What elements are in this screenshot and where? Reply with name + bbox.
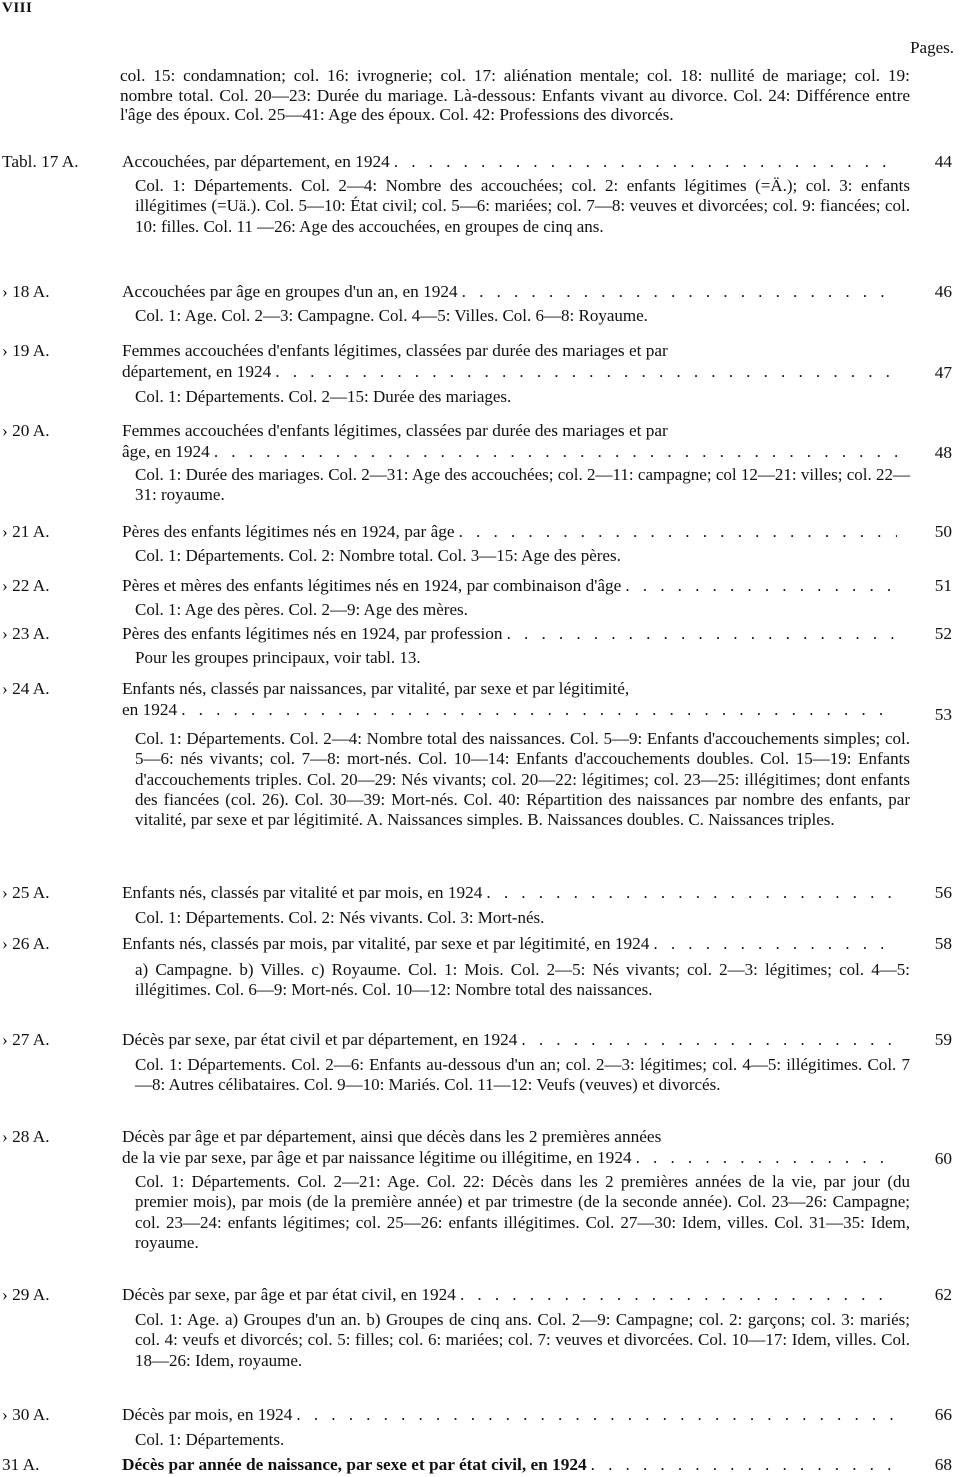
dot-leader bbox=[486, 883, 897, 904]
dot-leader bbox=[394, 152, 897, 173]
entry-label: › 20 A. bbox=[2, 421, 50, 440]
entry-page: 68 bbox=[934, 1455, 952, 1474]
entry-label: › 28 A. bbox=[2, 1127, 50, 1146]
entry-description: Col. 1: Age des pères. Col. 2—9: Age des mères. bbox=[135, 600, 468, 619]
entry-title-lead: Femmes accouchées d'enfants légitimes, classées par durée des mariages et par bbox=[122, 421, 668, 440]
entry-title-text: Accouchées par âge en groupes d'un an, en 1924 bbox=[122, 282, 458, 301]
entry-title-lead: Enfants nés, classés par naissances, par vitalité, par sexe et par légitimité, bbox=[122, 679, 630, 698]
entry-page: 53 bbox=[934, 705, 952, 724]
entry-label: Tabl. 17 A. bbox=[2, 152, 79, 171]
entry-label: › 26 A. bbox=[2, 934, 50, 953]
entry-title-text: Pères et mères des enfants légitimes nés en 1924, par combinaison d'âge bbox=[122, 576, 622, 595]
entry-page: 52 bbox=[934, 624, 952, 643]
entry-title bbox=[122, 1405, 897, 1426]
dot-leader bbox=[275, 362, 897, 383]
dot-leader bbox=[181, 700, 897, 721]
continuation-paragraph: col. 15: condamnation; col. 16: ivrognerie; col. 17: aliénation mentale; col. 18: nullité de mariage; col. 19: nombre total. Col. 20—23: Durée du mariage. Là-dessous: Enfants vivant au divorce. Col. 24: Différence entre l'âge des époux. Col. 25—41: Age des époux. Col. 42: Professions des divorcés. bbox=[120, 66, 910, 125]
entry-title bbox=[122, 1285, 897, 1306]
entry-description: Col. 1: Départements. Col. 2: Nombre total. Col. 3—15: Age des pères. bbox=[135, 546, 621, 565]
entry-description: Col. 1: Départements. bbox=[135, 1430, 285, 1449]
entry-label: › 19 A. bbox=[2, 341, 50, 360]
dot-leader bbox=[460, 1285, 897, 1306]
entry-title-text: âge, en 1924 bbox=[122, 441, 210, 461]
dot-leader bbox=[625, 576, 897, 597]
entry-title bbox=[122, 934, 897, 955]
entry-title-text: en 1924 bbox=[122, 699, 178, 719]
entry-label: › 30 A. bbox=[2, 1405, 50, 1424]
entry-title bbox=[122, 152, 897, 173]
entry-page: 60 bbox=[934, 1149, 952, 1168]
entry-description: Pour les groupes principaux, voir tabl. 13. bbox=[135, 648, 421, 667]
entry-label: 31 A. bbox=[2, 1455, 40, 1474]
entry-description: Col. 1: Départements. Col. 2—4: Nombre des accouchées; col. 2: enfants légitimes (=Ä.); col. 3: enfants illégitimes (=Uä.). Col. 5—10: État civil; col. 5—6: mariées; col. 7—8: veuves et divorcées; col. 9: fiancées; col. 10: filles. Col. 11 —26: Age des accouchées, en groupes de cinq ans. bbox=[135, 176, 910, 236]
entry-title bbox=[122, 341, 897, 382]
entry-title-text: Décès par année de naissance, par sexe et par état civil, en 1924 bbox=[122, 1455, 587, 1474]
entry-title-text: Enfants nés, classés par vitalité et par mois, en 1924 bbox=[122, 883, 483, 902]
entry-page: 58 bbox=[934, 934, 952, 953]
entry-description: Col. 1: Départements. Col. 2—15: Durée des mariages. bbox=[135, 387, 512, 406]
entry-title-text: Décès par mois, en 1924 bbox=[122, 1405, 293, 1424]
entry-description: Col. 1: Départements. Col. 2—4: Nombre total des naissances. Col. 5—9: Enfants d'accouchements simples; col. 5—6: nés vivants; col. 7—8: mort-nés. Col. 10—14: Enfants d'accouchements doubles. Col. 15—19: Enfants d'accouchements triples. Col. 20—29: Nés vivants; col. 20—22: légitimes; col. 23—25: illégitimes; dont enfants des fiancées (col. 26). Col. 30—39: Mort-nés. Col. 40: Répartition des naissances par nombre des enfants, par vitalité, par sexe et par légitimité. A. Naissances simples. B. Naissances doubles. C. Naissances triples. bbox=[135, 729, 910, 830]
entry-title-text: Pères des enfants légitimes nés en 1924, par âge bbox=[122, 522, 455, 541]
entry-page: 48 bbox=[934, 443, 952, 462]
entry-title-text: Décès par sexe, par état civil et par département, en 1924 bbox=[122, 1030, 518, 1049]
entry-page: 56 bbox=[934, 883, 952, 902]
entry-label: › 23 A. bbox=[2, 624, 50, 643]
entry-page: 47 bbox=[934, 363, 952, 382]
entry-title bbox=[122, 624, 897, 645]
entry-title-text: Accouchées, par département, en 1924 bbox=[122, 152, 390, 171]
entry-title bbox=[122, 1127, 897, 1168]
entry-label: › 27 A. bbox=[2, 1030, 50, 1049]
entry-label: › 21 A. bbox=[2, 522, 50, 541]
entry-title bbox=[122, 576, 897, 597]
dot-leader bbox=[591, 1455, 897, 1476]
entry-description: Col. 1: Départements. Col. 2—21: Age. Col. 22: Décès dans les 2 premières années de la vie, par jour (du premier mois), par mois (de la première année) et par trimestre (de la seconde année). Col. 23—26: Campagne; col. 23—24: enfants légitimes; col. 25—26: enfants illégitimes. Col. 27—30: Idem, villes. Col. 31—35: Idem, royaume. bbox=[135, 1172, 910, 1252]
entry-title-text: de la vie par sexe, par âge et par naissance légitime ou illégitime, en 1924 bbox=[122, 1147, 632, 1167]
page-number: VIII bbox=[2, 0, 33, 16]
dot-leader bbox=[521, 1030, 897, 1051]
entry-description: Col. 1: Départements. Col. 2: Nés vivants. Col. 3: Mort-nés. bbox=[135, 908, 545, 927]
entry-title-text: Décès par sexe, par âge et par état civil, en 1924 bbox=[122, 1285, 456, 1304]
entry-description: Col. 1: Age. a) Groupes d'un an. b) Groupes de cinq ans. Col. 2—9: Campagne; col. 2: garçons; col. 3: mariés; col. 4: veufs et divorcés; col. 5: filles; col. 6: mariées; col. 7: veuves et divorcées. Col. 10—17: Idem, villes. Col. 18—26: Idem, royaume. bbox=[135, 1310, 910, 1370]
entry-title bbox=[122, 282, 897, 303]
dot-leader bbox=[462, 282, 897, 303]
entry-title-lead: Décès par âge et par département, ainsi que décès dans les 2 premières années bbox=[122, 1127, 662, 1146]
entry-page: 59 bbox=[934, 1030, 952, 1049]
entry-page: 44 bbox=[934, 152, 952, 171]
entry-title bbox=[122, 522, 897, 543]
entry-label: › 25 A. bbox=[2, 883, 50, 902]
entry-title bbox=[122, 1455, 897, 1476]
entry-page: 66 bbox=[934, 1405, 952, 1424]
entry-label: › 22 A. bbox=[2, 576, 50, 595]
entry-title-text: Enfants nés, classés par mois, par vitalité, par sexe et par légitimité, en 1924 bbox=[122, 934, 650, 953]
entry-label: › 29 A. bbox=[2, 1285, 50, 1304]
entry-title bbox=[122, 1030, 897, 1051]
dot-leader bbox=[459, 522, 897, 543]
entry-page: 46 bbox=[934, 282, 952, 301]
entry-description: Col. 1: Durée des mariages. Col. 2—31: Age des accouchées; col. 2—11: campagne; col 12—21: villes; col. 22—31: royaume. bbox=[135, 465, 910, 505]
dot-leader bbox=[653, 934, 897, 955]
dot-leader bbox=[296, 1405, 897, 1426]
entry-description: a) Campagne. b) Villes. c) Royaume. Col. 1: Mois. Col. 2—5: Nés vivants; col. 2—3: légitimes; col. 4—5: illégitimes. Col. 6—9: Mort-nés. Col. 10—12: Nombre total des naissances. bbox=[135, 960, 910, 1000]
dot-leader bbox=[507, 624, 897, 645]
entry-page: 51 bbox=[934, 576, 952, 595]
entry-title bbox=[122, 883, 897, 904]
entry-description: Col. 1: Age. Col. 2—3: Campagne. Col. 4—5: Villes. Col. 6—8: Royaume. bbox=[135, 306, 648, 325]
entry-label: › 24 A. bbox=[2, 679, 50, 698]
entry-description: Col. 1: Départements. Col. 2—6: Enfants au-dessous d'un an; col. 2—3: légitimes; col. 4—5: illégitimes. Col. 7—8: Autres célibataires. Col. 9—10: Mariés. Col. 11—12: Veufs (veuves) et divorcés. bbox=[135, 1055, 910, 1095]
pages-column-label: Pages. bbox=[910, 38, 954, 57]
dot-leader bbox=[636, 1148, 897, 1169]
entry-title-lead: Femmes accouchées d'enfants légitimes, classées par durée des mariages et par bbox=[122, 341, 668, 360]
entry-page: 50 bbox=[934, 522, 952, 541]
entry-page: 62 bbox=[934, 1285, 952, 1304]
dot-leader bbox=[214, 442, 897, 463]
entry-title bbox=[122, 679, 897, 720]
entry-label: › 18 A. bbox=[2, 282, 50, 301]
entry-title bbox=[122, 421, 897, 462]
entry-title-text: Pères des enfants légitimes nés en 1924, par profession bbox=[122, 624, 503, 643]
entry-title-text: département, en 1924 bbox=[122, 361, 272, 381]
